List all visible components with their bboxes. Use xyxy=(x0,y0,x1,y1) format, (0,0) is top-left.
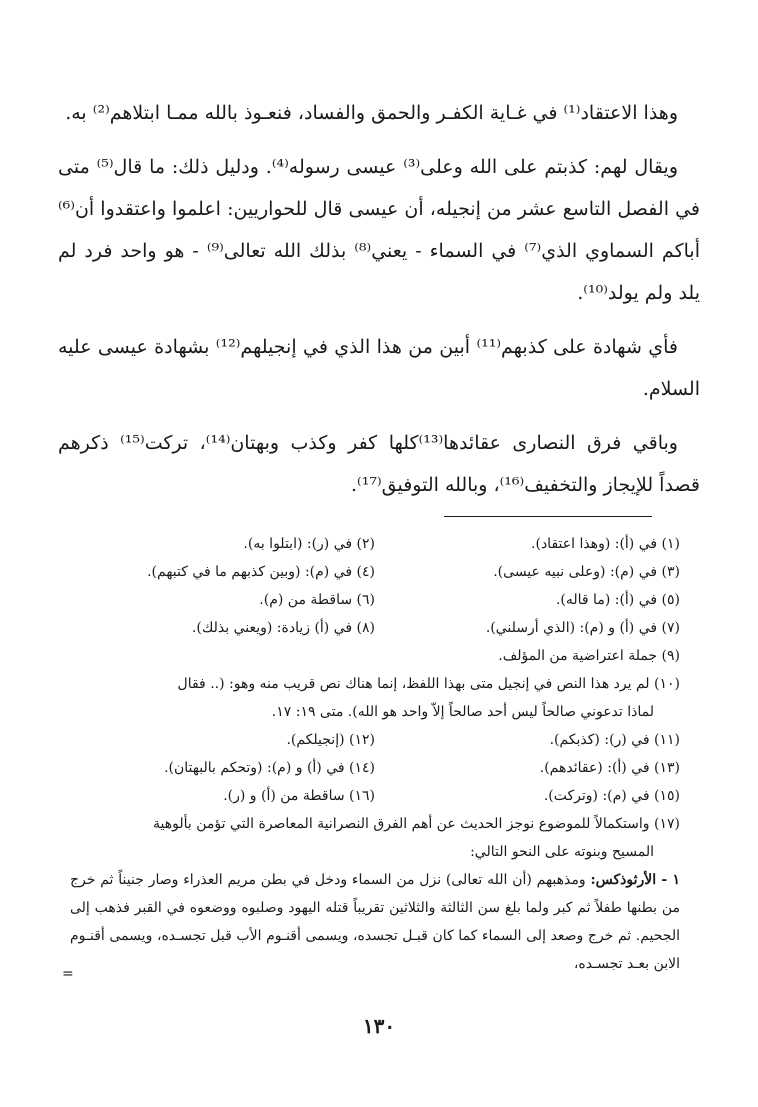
footnote-8: (٨) في (أ) زيادة: (ويعني بذلك). xyxy=(191,620,375,636)
footnote-6: (٦) ساقطة من (م). xyxy=(259,592,375,608)
paragraph-4: وباقي فرق النصارى عقائدها⁽¹³⁾كلها كفر وكذب وبهتان⁽¹⁴⁾، تركت⁽¹⁵⁾ ذكرهم قصداً للإيجاز والتخفيف⁽¹⁶⁾، وبالله التوفيق⁽¹⁷⁾. xyxy=(58,432,700,496)
footnote-3: (٣) في (م): (وعلى نبيه عيسى). xyxy=(493,564,680,580)
main-text xyxy=(58,92,700,518)
footnote-10-line-2: لماذا تدعوني صالحاً ليس أحد صالحاً إلاّ واحد هو الله). متى ١٩: ١٧. xyxy=(271,704,654,720)
footnote-10-line-1: (١٠) لم يرد هذا النص في إنجيل متى بهذا اللفظ، إنما هناك نص قريب منه وهو: (.. فقال xyxy=(177,676,680,692)
footnote-15: (١٥) في (م): (وتركت). xyxy=(543,788,680,804)
footnote-14: (١٤) في (أ) و (م): (وتحكم بالبهتان). xyxy=(164,760,375,776)
appendix-text: ومذهبهم (أن الله تعالى) نزل من السماء ودخل في بطن مريم العذراء وصار جنيناً ثم خرج من بطنها طفلاً ثم كبر ولما بلغ سن الثالثة والثلاثين تقريباً قتله اليهود وصلبوه ووضعوه في القبر فذهب إلى الجحيم. ثم خرج وصعد إلى السماء كما كان قبـل تجسده، ويسمى أقنـوم الأب قبل تجسـده، ويسمى أقنـوم الابن بعـد تجسـده، xyxy=(70,872,680,972)
footnote-row xyxy=(70,782,680,810)
footnote-2: (٢) في (ر): (ابتلوا به). xyxy=(243,536,375,552)
footnote-10 xyxy=(70,670,680,726)
footnote-16: (١٦) ساقطة من (أ) و (ر). xyxy=(223,788,375,804)
footnote-9: (٩) جملة اعتراضية من المؤلف. xyxy=(498,648,680,664)
footnote-13: (١٣) في (أ): (عقائدهم). xyxy=(539,760,680,776)
footnote-row xyxy=(70,530,680,558)
footnote-row xyxy=(70,614,680,642)
footnote-4: (٤) في (م): (وبين كذبهم ما في كتبهم). xyxy=(147,564,375,580)
footnote-row xyxy=(70,726,680,754)
footnote-17 xyxy=(70,810,680,866)
footnote-11: (١١) في (ر): (كذبكم). xyxy=(549,732,680,748)
footnote-row xyxy=(70,586,680,614)
footnote-separator xyxy=(444,516,652,517)
paragraph-3: فأي شهادة على كذبهم⁽¹¹⁾ أبين من هذا الذي في إنجيلهم⁽¹²⁾ بشهادة عيسى عليه السلام. xyxy=(58,336,700,400)
footnote-12: (١٢) (إنجيلكم). xyxy=(286,732,375,748)
footnote-5: (٥) في (أ): (ما قاله). xyxy=(555,592,680,608)
paragraph-1: وهذا الاعتقاد⁽¹⁾ في غـاية الكفـر والحمق والفساد، فنعـوذ بالله ممـا ابتلاهم⁽²⁾ به. xyxy=(65,102,678,124)
appendix-lead: ١ - الأرثوذكس: xyxy=(590,872,680,888)
footnote-17-line-2: المسيح وبنوته على النحو التالي: xyxy=(470,844,654,860)
footnote-17-line-1: (١٧) واستكمالاً للموضوع نوجز الحديث عن أهم الفرق النصرانية المعاصرة التي تؤمن بألوهية xyxy=(153,816,680,832)
footnote-row xyxy=(70,558,680,586)
footnote-1: (١) في (أ): (وهذا اعتقاد). xyxy=(531,536,680,552)
appendix-orthodox xyxy=(70,866,680,978)
footnote-7: (٧) في (أ) و (م): (الذي أرسلني). xyxy=(485,620,680,636)
footnote-row xyxy=(70,754,680,782)
paragraph-2: ويقال لهم: كذبتم على الله وعلى⁽³⁾ عيسى رسوله⁽⁴⁾. ودليل ذلك: ما قال⁽⁵⁾ متى في الفصل التاسع عشر من إنجيله، أن عيسى قال للحواريين: اعلموا واعتقدوا أن⁽⁶⁾ أباكم السماوي الذي⁽⁷⁾ في السماء - يعني⁽⁸⁾ بذلك الله تعالى⁽⁹⁾ - هو واحد فرد لم يلد ولم يولد⁽¹⁰⁾. xyxy=(58,156,700,304)
page-number: ١٣٠ xyxy=(362,1014,396,1038)
footnotes xyxy=(70,530,680,978)
continuation-mark: = xyxy=(62,966,74,982)
